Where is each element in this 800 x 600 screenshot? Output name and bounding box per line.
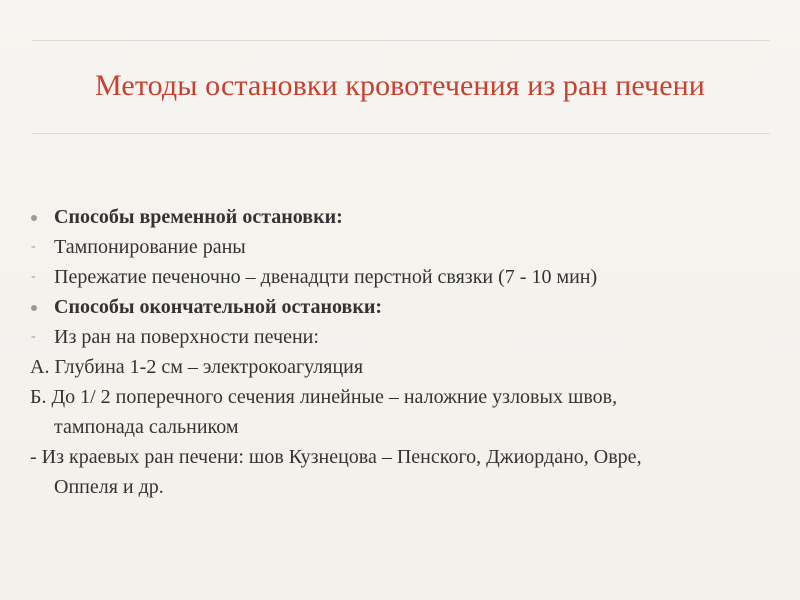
title-divider xyxy=(32,133,770,134)
list-item-text: Пережатие печеночно – двенадцти перстной связки (7 - 10 мин) xyxy=(54,266,598,288)
list-item-text: Оппеля и др. xyxy=(54,476,164,498)
list-item xyxy=(30,382,770,412)
list-item-text: Способы окончательной остановки: xyxy=(54,296,383,318)
dash-icon: - xyxy=(31,269,36,284)
top-divider xyxy=(32,40,770,41)
list-item xyxy=(30,202,770,232)
list-item xyxy=(30,442,770,472)
list-item-text: Тампонирование раны xyxy=(54,236,246,258)
list-item-text: Из ран на поверхности печени: xyxy=(54,326,319,348)
list-item xyxy=(30,232,770,262)
list-item xyxy=(30,292,770,322)
list-item-text: тампонада сальником xyxy=(54,416,239,438)
dash-icon: - xyxy=(31,239,36,254)
list-item xyxy=(30,352,770,382)
list-item xyxy=(30,322,770,352)
list-item xyxy=(30,262,770,292)
dash-icon: - xyxy=(31,329,36,344)
slide-title: Методы остановки кровотечения из ран печени xyxy=(95,69,705,102)
slide-content xyxy=(30,202,770,502)
list-item-text: Способы временной остановки: xyxy=(54,206,343,228)
list-item-text: - Из краевых ран печени: шов Кузнецова – Пенского, Джиордано, Овре, xyxy=(30,446,642,468)
list-item-continuation xyxy=(30,412,770,442)
list-item-text: А. Глубина 1-2 см – электрокоагуляция xyxy=(30,356,364,378)
list-item-text: Б. До 1/ 2 поперечного сечения линейные – наложние узловых швов, xyxy=(30,386,618,408)
list-item-continuation xyxy=(30,472,770,502)
